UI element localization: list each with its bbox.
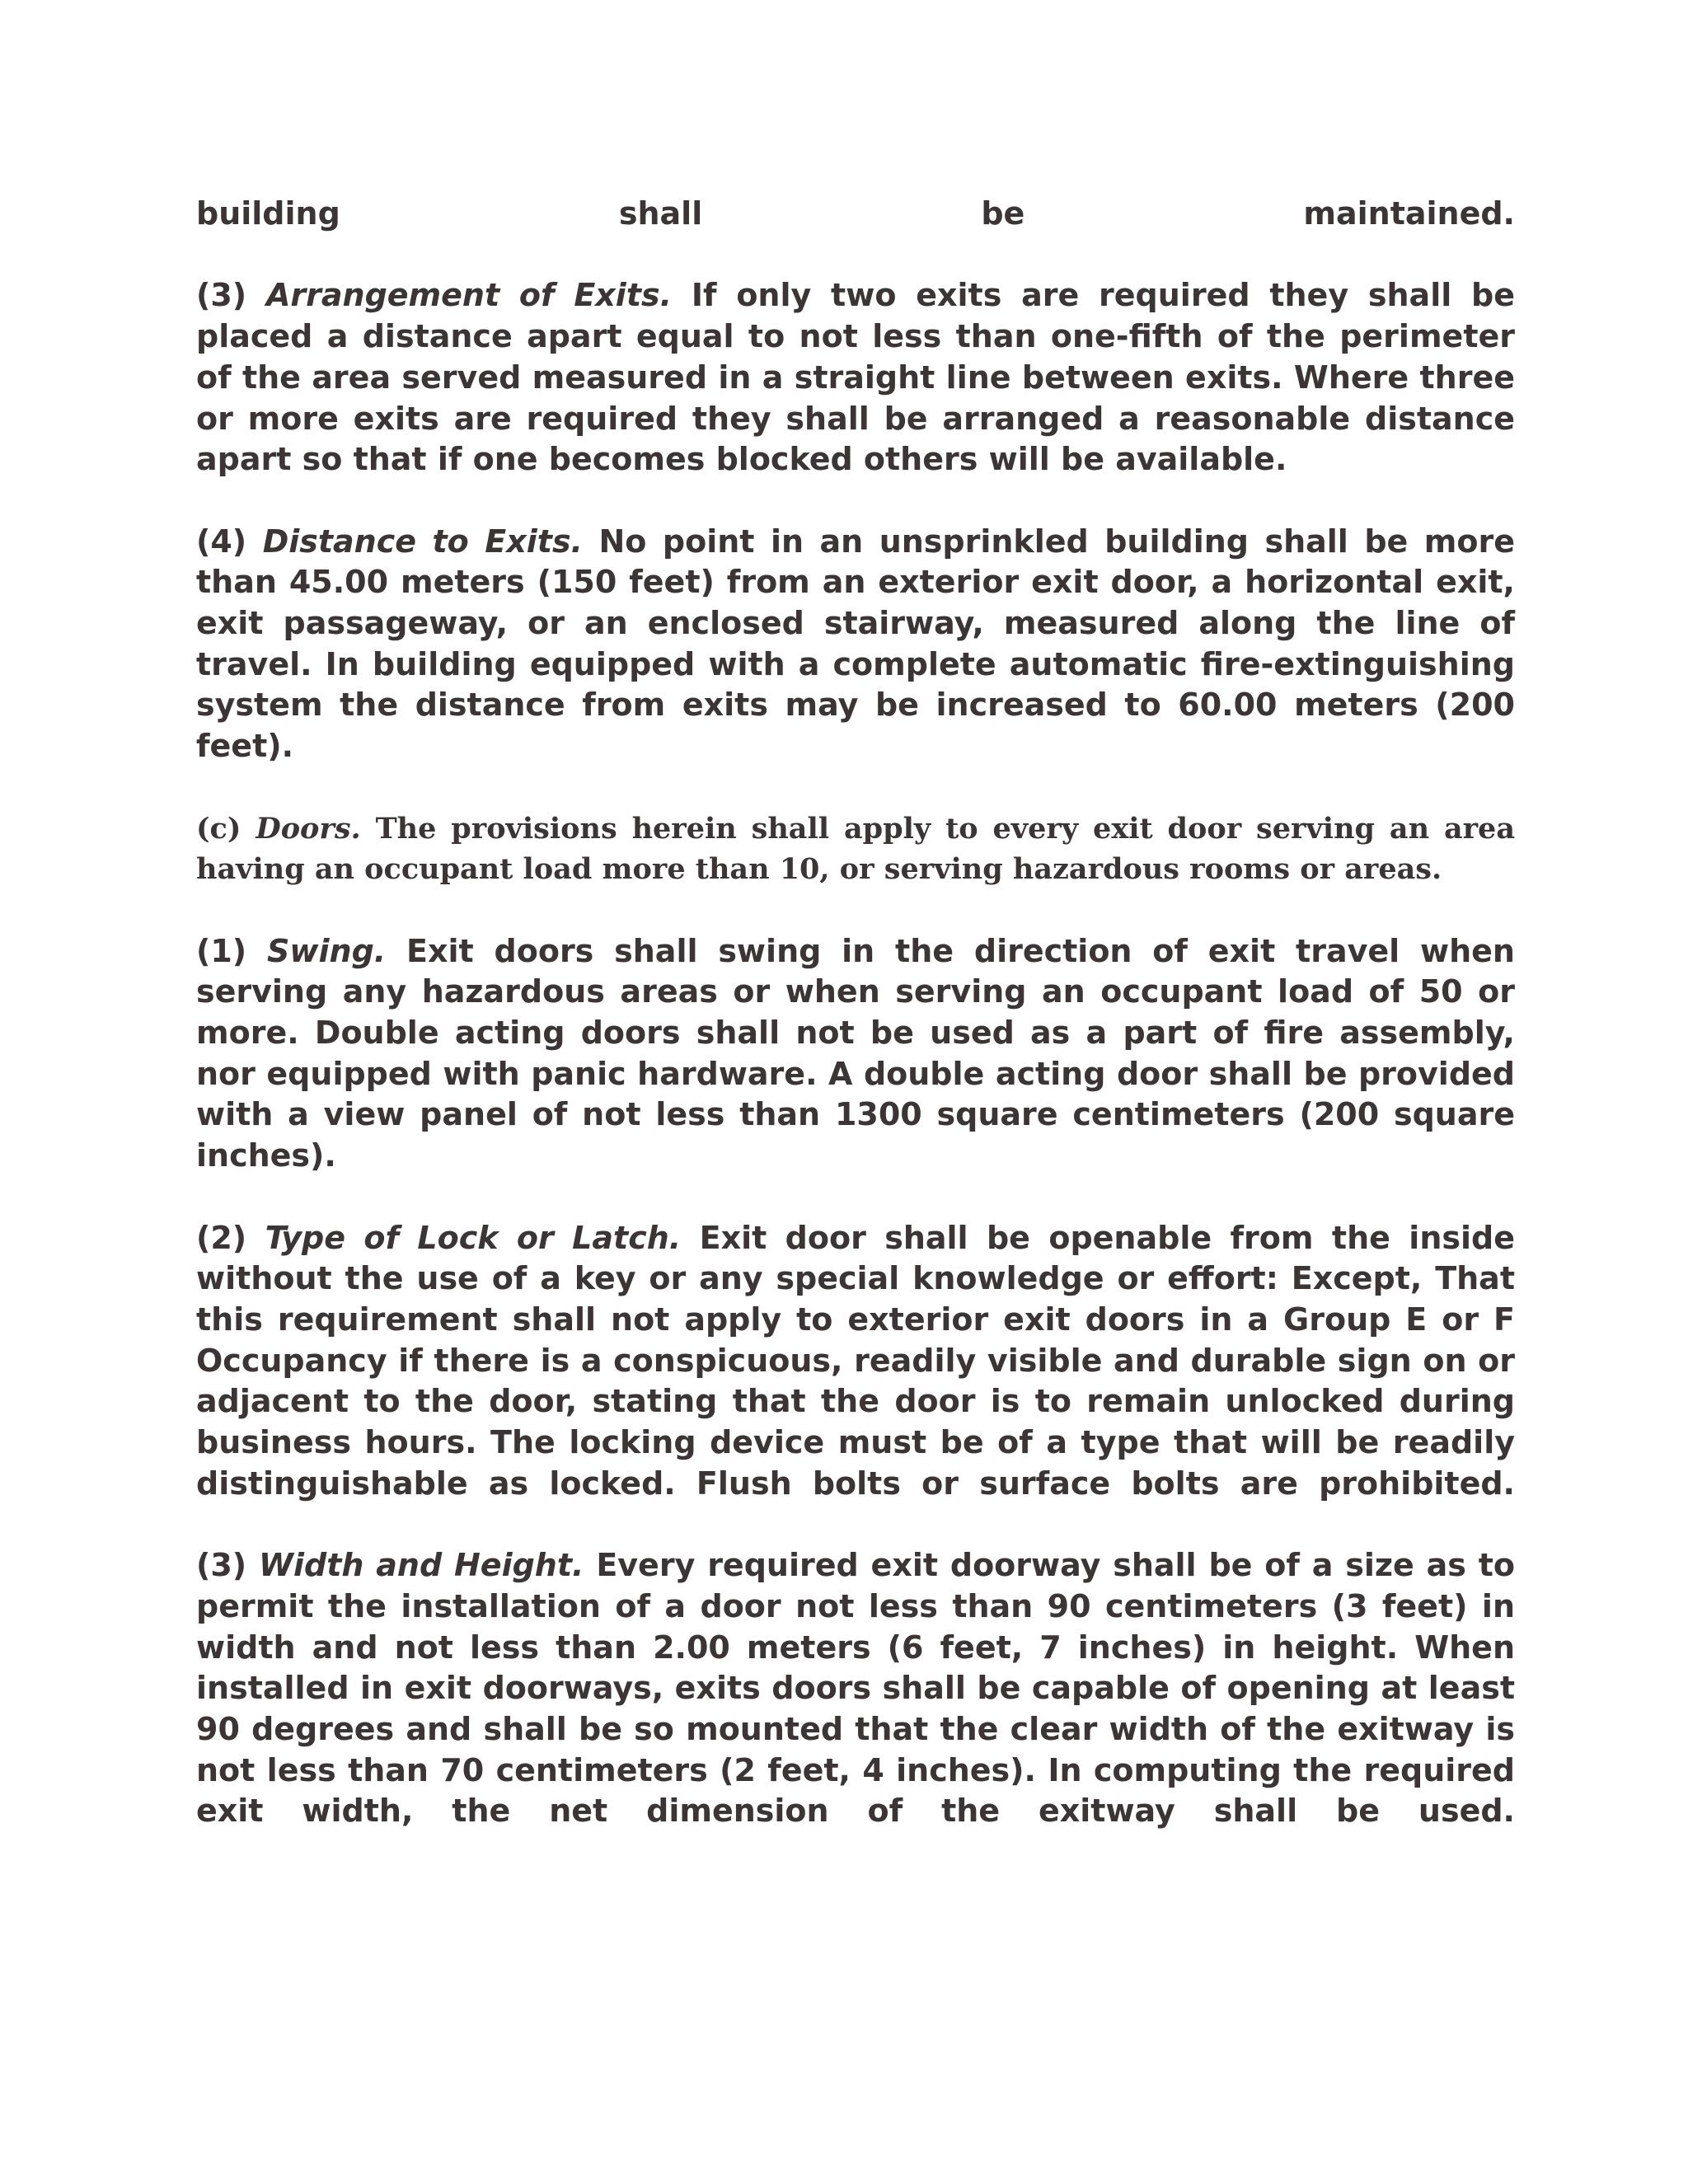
paragraph-distance-to-exits: [196, 522, 1515, 767]
document-page: [196, 194, 1515, 1873]
paragraph-marker: (3): [196, 277, 247, 314]
paragraph-swing: [196, 931, 1515, 1177]
paragraph-arrangement-of-exits: [196, 275, 1515, 480]
paragraph-doors: [196, 808, 1515, 890]
paragraph-marker: (2): [196, 1219, 247, 1256]
paragraph-body: Exit door shall be openable from the inside without the use of a key or any special knowledge or effort: Except, That this requirement shall not apply to exterior exit doors in a Group E or F Occupancy if there is a conspicuous, readily visible and durable sign on or adjacent to the door, stating that the door is to remain unlocked during business hours. The locking device must be of a type that will be readily distinguishable as locked. Flush bolts or surface bolts are prohibited.: [196, 1219, 1515, 1502]
paragraph-marker: (3): [196, 1547, 247, 1584]
paragraph-heading: Swing.: [267, 932, 387, 969]
paragraph-body: building shall be maintained.: [196, 195, 1515, 232]
paragraph-body: Exit doors shall swing in the direction of exit travel when serving any hazardous areas or when serving an occupant load of 50 or more. Double acting doors shall not be used as a part of fire assembly, nor equipped with panic hardware. A double acting door shall be provided with a view panel of not less than 1300 square centimeters (200 square inches).: [196, 932, 1515, 1174]
paragraph-body: If only two exits are required they shall be placed a distance apart equal to not less than one-fifth of the perimeter of the area served measured in a straight line between exits. Where three or more exits are required they shall be arranged a reasonable distance apart so that if one becomes blocked others will be available.: [196, 277, 1515, 478]
paragraph-width-and-height: [196, 1545, 1515, 1832]
paragraph-marker: (c): [196, 811, 241, 846]
paragraph-body: No point in an unsprinkled building shall be more than 45.00 meters (150 feet) from an exterior exit door, a horizontal exit, exit passageway, or an enclosed stairway, measured along the line of travel. In building equipped with a complete automatic fire-extinguishing system the distance from exits may be increased to 60.00 meters (200 feet).: [196, 523, 1516, 765]
paragraph-body: Every required exit doorway shall be of a size as to permit the installation of a door not less than 90 centimeters (3 feet) in width and not less than 2.00 meters (6 feet, 7 inches) in height. When installed in exit doorways, exits doors shall be capable of opening at least 90 degrees and shall be so mounted that the clear width of the exitway is not less than 70 centimeters (2 feet, 4 inches). In computing the required exit width, the net dimension of the exitway shall be used.: [196, 1547, 1516, 1830]
paragraph-heading: Type of Lock or Latch.: [265, 1219, 682, 1256]
paragraph-building-maintained: [196, 194, 1515, 235]
paragraph-type-of-lock-or-latch: [196, 1218, 1515, 1505]
paragraph-heading: Doors.: [256, 811, 361, 846]
paragraph-heading: Distance to Exits.: [262, 523, 583, 560]
paragraph-heading: Width and Height.: [259, 1547, 584, 1584]
paragraph-marker: (1): [196, 932, 247, 969]
paragraph-marker: (4): [196, 523, 247, 560]
paragraph-heading: Arrangement of Exits.: [265, 277, 673, 314]
paragraph-body: The provisions herein shall apply to every exit door serving an area having an occupant load more than 10, or serving hazardous rooms or areas.: [196, 811, 1516, 887]
